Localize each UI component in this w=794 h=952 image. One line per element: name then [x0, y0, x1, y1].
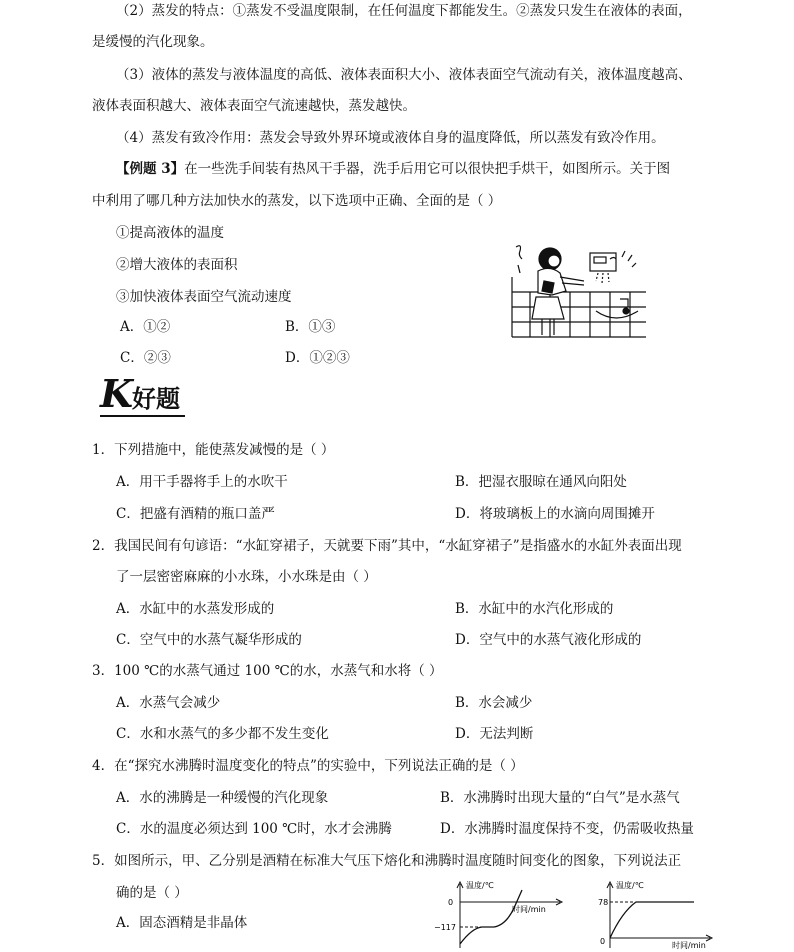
melting-graph — [432, 878, 564, 952]
section-letter: K — [100, 371, 134, 416]
q3-option-b: B．水会减少 — [455, 695, 533, 711]
q1-option-d: D．将玻璃板上的水滴向周围摊开 — [455, 506, 655, 522]
q2-stem-line-2: 了一层密密麻麻的小水珠，小水珠是由（ ） — [116, 569, 377, 585]
q2-option-c: C．空气中的水蒸气凝华形成的 — [116, 632, 302, 648]
example-3-line-1 — [116, 160, 670, 178]
example-3-option-d: D．①②③ — [285, 350, 350, 366]
q3-stem: 3．100 ℃的水蒸气通过 100 ℃的水，水蒸气和水将（ ） — [92, 663, 443, 679]
melting-graph-tick-top: 0 — [448, 898, 454, 907]
note-3-line-2: 液体表面积越大、液体表面空气流速越快，蒸发越快。 — [92, 98, 416, 114]
q2-option-b: B．水缸中的水汽化形成的 — [455, 601, 614, 617]
boiling-graph-x-label: 时间/min — [672, 941, 706, 950]
q5-stem-line-1: 5．如图所示，甲、乙分别是酒精在标准大气压下熔化和沸腾时温度随时间变化的图象，下列说法正 — [92, 853, 682, 869]
example-3-text: 在一些洗手间装有热风干手器，洗手后用它可以很快把手烘干，如图所示。关于图 — [184, 161, 671, 177]
example-3-tag: 【例题 3】 — [116, 161, 185, 177]
q4-option-c: C．水的温度必须达到 100 ℃时，水才会沸腾 — [116, 821, 392, 837]
boiling-graph-tick-bottom: 0 — [600, 937, 606, 946]
example-3-option-c: C．②③ — [120, 350, 171, 366]
q5-option-a: A．固态酒精是非晶体 — [116, 915, 248, 931]
q3-option-d: D．无法判断 — [455, 726, 534, 742]
q4-option-b: B．水沸腾时出现大量的“白气”是水蒸气 — [440, 790, 680, 806]
boiling-graph-curve — [610, 902, 694, 938]
example-3-statement-2: ②增大液体的表面积 — [116, 257, 238, 273]
note-2-line-1: （2）蒸发的特点：①蒸发不受温度限制，在任何温度下都能发生。②蒸发只发生在液体的表面， — [116, 3, 692, 19]
hand-dryer-illustration — [510, 237, 648, 339]
melting-graph-y-label: 温度/℃ — [466, 881, 494, 890]
melting-graph-curve — [460, 890, 522, 944]
boiling-graph-tick-top: 78 — [598, 898, 609, 907]
q1-option-a: A．用干手器将手上的水吹干 — [116, 474, 288, 490]
q1-stem: 1．下列措施中，能使蒸发减慢的是（ ） — [92, 442, 335, 458]
example-3-statement-1: ①提高液体的温度 — [116, 225, 224, 241]
example-3-line-2: 中利用了哪几种方法加快水的蒸发，以下选项中正确、全面的是（ ） — [92, 193, 502, 209]
example-3-statement-3: ③加快液体表面空气流动速度 — [116, 289, 292, 305]
q4-option-d: D．水沸腾时温度保持不变，仍需吸收热量 — [440, 821, 694, 837]
q4-stem: 4．在“探究水沸腾时温度变化的特点”的实验中，下列说法正确的是（ ） — [92, 758, 524, 774]
boiling-graph — [594, 878, 714, 952]
q3-option-c: C．水和水蒸气的多少都不发生变化 — [116, 726, 329, 742]
melting-graph-tick-bottom: −117 — [434, 923, 456, 932]
note-3-line-1: （3）液体的蒸发与液体温度的高低、液体表面积大小、液体表面空气流动有关，液体温度越高、 — [116, 67, 692, 83]
melting-graph-x-label: 时间/min — [512, 905, 546, 914]
q2-stem-line-1: 2．我国民间有句谚语：“水缸穿裙子，天就要下雨”其中，“水缸穿裙子”是指盛水的水缸外表面出现 — [92, 538, 682, 554]
note-2-line-2: 是缓慢的汽化现象。 — [92, 34, 214, 50]
q1-option-b: B．把湿衣服晾在通风向阳处 — [455, 474, 627, 490]
q3-option-a: A．水蒸气会减少 — [116, 695, 221, 711]
example-3-option-b: B．①③ — [285, 319, 336, 335]
q4-option-a: A．水的沸腾是一种缓慢的汽化现象 — [116, 790, 329, 806]
example-3-option-a: A．①② — [120, 319, 171, 335]
q2-option-d: D．空气中的水蒸气液化形成的 — [455, 632, 642, 648]
note-4: （4）蒸发有致冷作用：蒸发会导致外界环境或液体自身的温度降低，所以蒸发有致冷作用。 — [116, 130, 665, 146]
q2-option-a: A．水缸中的水蒸发形成的 — [116, 601, 275, 617]
q1-option-c: C．把盛有酒精的瓶口盖严 — [116, 506, 275, 522]
section-underline — [100, 415, 185, 417]
q5-stem-line-2: 确的是（ ） — [116, 885, 188, 901]
section-title: 好题 — [132, 385, 180, 413]
boiling-graph-y-label: 温度/℃ — [616, 881, 644, 890]
